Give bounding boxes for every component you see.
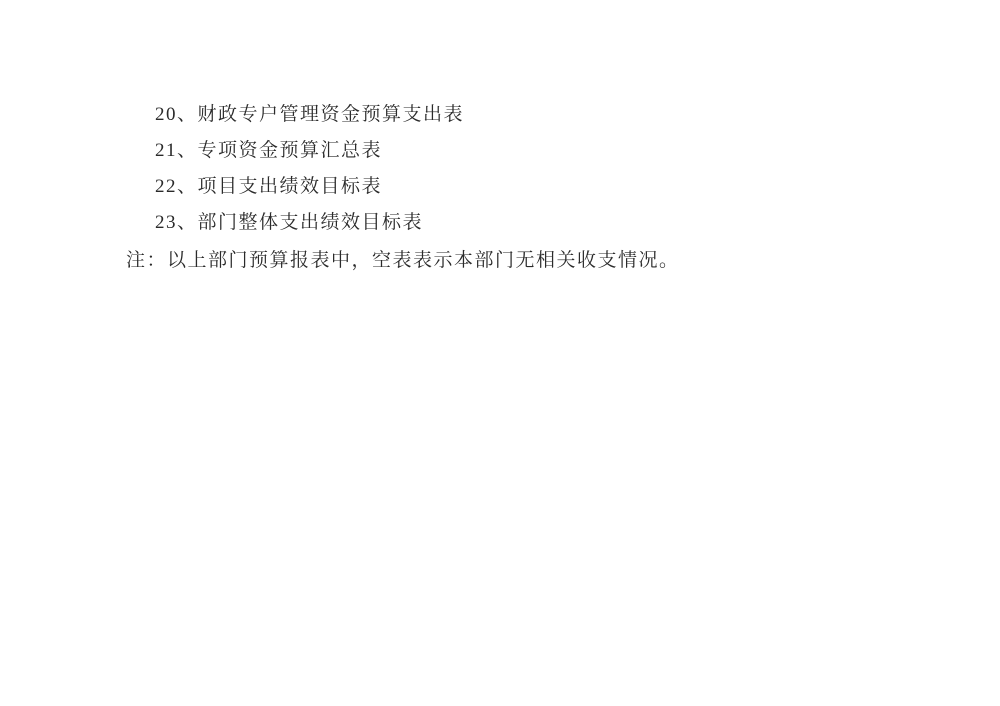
list-item-20-text: 20、财政专户管理资金预算支出表 bbox=[155, 104, 465, 125]
note-text: 注：以上部门预算报表中，空表表示本部门无相关收支情况。 bbox=[126, 250, 680, 271]
list-item-22-text: 22、项目支出绩效目标表 bbox=[155, 176, 383, 197]
note-line bbox=[126, 249, 680, 273]
list-item-23-text: 23、部门整体支出绩效目标表 bbox=[155, 212, 424, 233]
list-item-22 bbox=[155, 175, 382, 199]
list-item-21 bbox=[155, 139, 382, 163]
list-item-23 bbox=[155, 211, 423, 235]
list-item-21-text: 21、专项资金预算汇总表 bbox=[155, 140, 383, 161]
list-item-20 bbox=[155, 103, 464, 127]
